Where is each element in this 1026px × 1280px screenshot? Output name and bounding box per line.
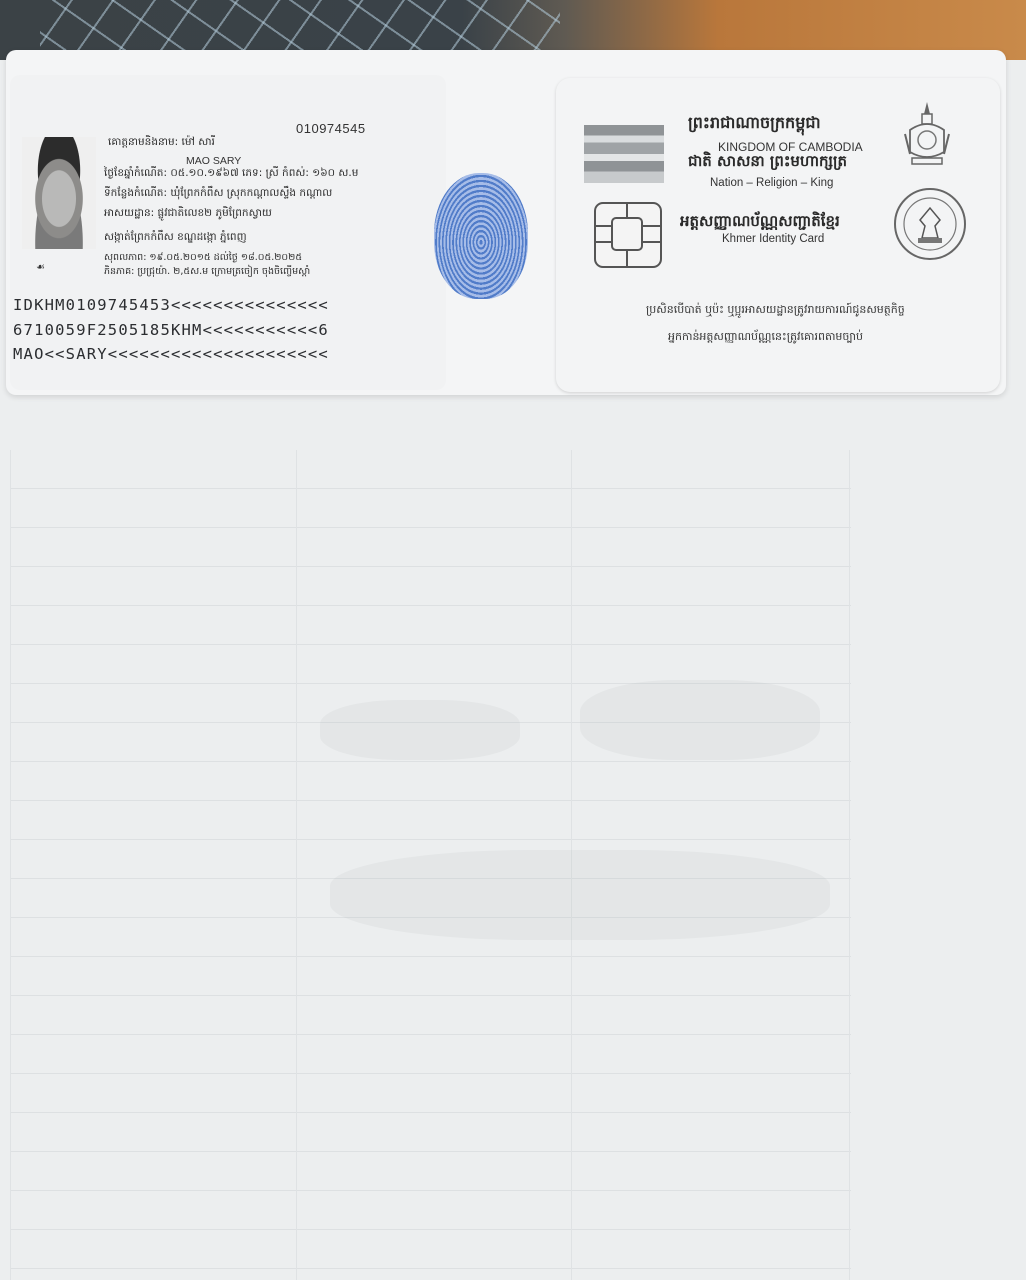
show-through-text — [320, 700, 520, 760]
show-through-text — [330, 850, 830, 940]
ministry-seal-icon — [892, 186, 968, 262]
show-through-text — [580, 680, 820, 760]
dob-field: ថ្ងៃខែឆ្នាំកំណើត: ០៥.១០.១៩៦៧ ភេទ: ស្រី កំពស់: ១៦០ ស.ម — [104, 167, 359, 179]
motto-kh: ជាតិ សាសនា ព្រះមហាក្សត្រ — [688, 152, 847, 170]
latin-name: MAO SARY — [186, 155, 242, 167]
holder-photo — [22, 137, 96, 249]
document-number: 010974545 — [296, 121, 366, 136]
mrz-line-1: IDKHM0109745453<<<<<<<<<<<<<<< — [13, 296, 329, 314]
security-stripe — [584, 125, 664, 183]
chip-icon — [594, 202, 662, 268]
back-notice-line-2: អ្នកកាន់អត្តសញ្ញាណប័ណ្ណនេះត្រូវគោរពតាមច្បាប់ — [668, 330, 863, 343]
kingdom-title-kh: ព្រះរាជាណាចក្រកម្ពុជា — [688, 113, 821, 132]
mrz-line-3: MAO<<SARY<<<<<<<<<<<<<<<<<<<<< — [13, 345, 329, 363]
motto-en: Nation – Religion – King — [710, 177, 834, 189]
identifying-marks-field: ភិនភាគ: ប្រជ្រុយ៉ា. ២,៥ស.ម ក្រោមត្រចៀក ចុងចិញ្ចើមស្តាំ — [104, 266, 311, 277]
kingdom-title-en: KINGDOM OF CAMBODIA — [718, 140, 863, 154]
address-field: អាសយដ្ឋាន: ផ្លូវជាតិលេខ២ ភូមិព្រែកស្វាយ — [104, 207, 272, 219]
card-title-kh: អត្តសញ្ញាណប័ណ្ណសញ្ជាតិខ្មែរ — [680, 212, 840, 230]
back-notice-line-1: ប្រសិនបើបាត់ ឬប៉ះ ឬប្អូរអាសយដ្ឋានត្រូវរាយការណ៍ជូនសមត្ថកិច្ច — [646, 303, 905, 316]
card-title-en: Khmer Identity Card — [722, 233, 825, 245]
coat-of-arms-icon — [902, 100, 952, 172]
birthplace-field: ទីកន្លែងកំណើត: ឃុំព្រែកកំពឹស ស្រុកកណ្តាលស្ទឹង កណ្តាល — [104, 187, 333, 199]
mrz-line-2: 6710059F2505185KHM<<<<<<<<<<<6 — [13, 321, 329, 339]
mark-symbol: ☙ — [36, 262, 45, 273]
address-field-2: សង្កាត់ព្រែកកំពឹស ខណ្ឌដង្កោ ភ្នំពេញ — [104, 231, 247, 243]
name-field: គោត្តនាមនិងនាម: ម៉ៅ សារី — [108, 136, 215, 148]
validity-field: សុពលភាព: ១៩.០៥.២០១៥ ដល់ថ្ងៃ ១៨.០៥.២០២៥ — [104, 252, 303, 263]
fingerprint — [434, 173, 528, 299]
